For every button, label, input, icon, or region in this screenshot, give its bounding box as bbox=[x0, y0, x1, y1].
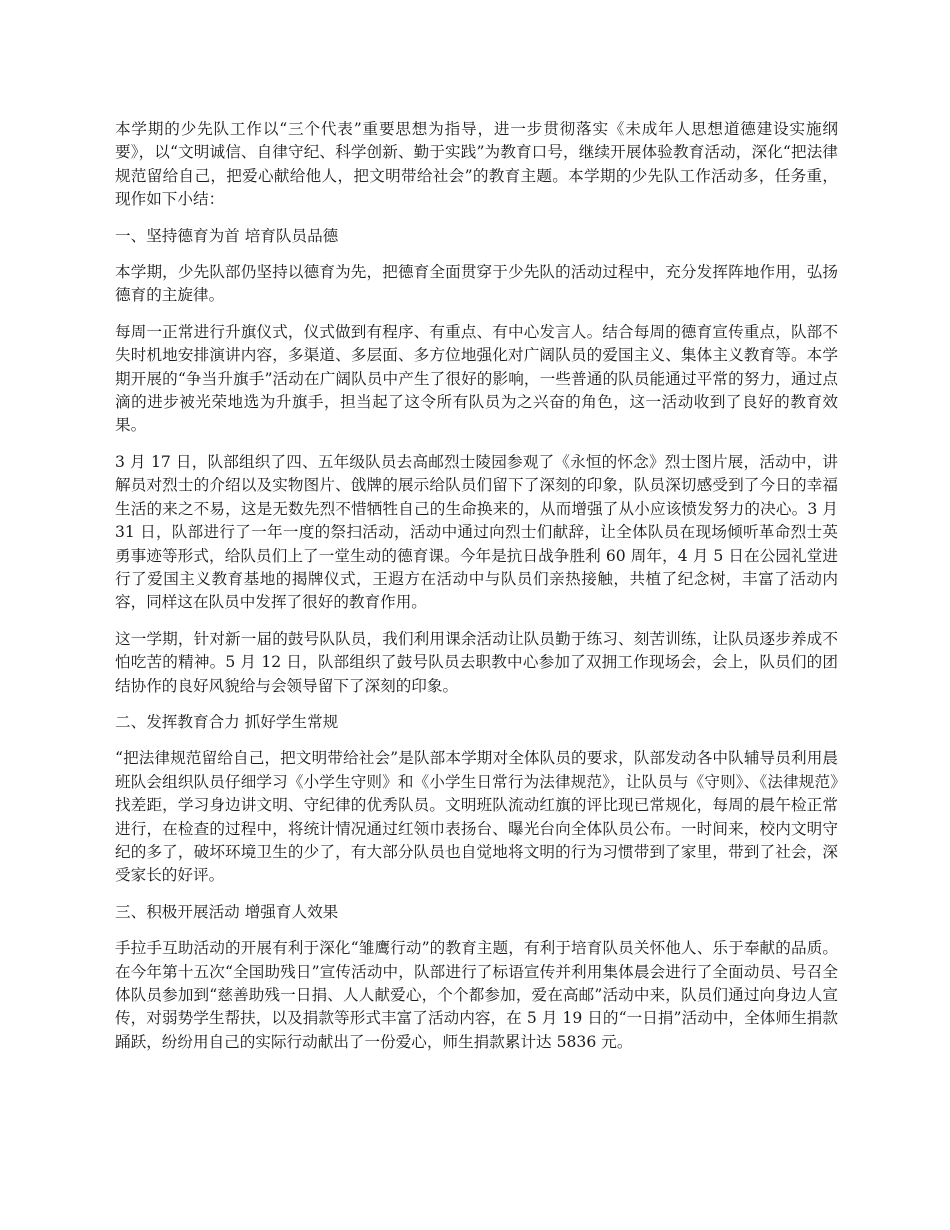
section-3-paragraph-1: 手拉手互助活动的开展有利于深化“雏鹰行动”的教育主题，有利于培育队员关怀他人、乐于奉献的品质。在今年第十五次“全国助残日”宣传活动中，队部进行了标语宣传并利用集体晨会进行了全面动员、号召全体队员参加到“慈善助残一日捐、人人献爱心，个个都参加，爱在高邮”活动中来，队员们通过向身边人宣传，对弱势学生帮扶，以及捐款等形式丰富了活动内容，在 5 月 19 日的“一日捐”活动中，全体师生捐款踊跃，纷纷用自己的实际行动献出了一份爱心，师生捐款累计达 5836 元。 bbox=[115, 939, 838, 1051]
section-1-paragraph-4: 这一学期，针对新一届的鼓号队队员，我们利用课余活动让队员勤于练习、刻苦训练，让队员逐步养成不怕吃苦的精神。5 月 12 日，队部组织了鼓号队员去职教中心参加了双拥工作现场会，会上，队员们的团结协作的良好风貌给与会领导留下了深刻的印象。 bbox=[115, 629, 838, 695]
document-body bbox=[115, 118, 838, 1067]
section-heading-1: 一、坚持德育为首 培育队员品德 bbox=[115, 226, 339, 245]
section-1-paragraph-3: 3 月 17 日，队部组织了四、五年级队员去高邮烈士陵园参观了《永恒的怀念》烈士图片展，活动中，讲解员对烈士的介绍以及实物图片、戗牌的展示给队员们留下了深刻的印象，队员深切感受到了今日的幸福生活的来之不易，这是无数先烈不惜牺牲自己的生命换来的，从而增强了从小应该愤发努力的决心。3 月 31 日，队部进行了一年一度的祭扫活动，活动中通过向烈士们献辞，让全体队员在现场倾听革命烈士英勇事迹等形式，给队员们上了一堂生动的德育课。今年是抗日战争胜利 60 周年，4 月 5 日在公园礼堂进行了爱国主义教育基地的揭牌仪式，王遐方在活动中与队员们亲热接触，共植了纪念树，丰富了活动内容，同样这在队员中发挥了很好的教育作用。 bbox=[115, 452, 838, 612]
section-1-paragraph-2: 每周一正常进行升旗仪式，仪式做到有程序、有重点、有中心发言人。结合每周的德育宣传重点，队部不失时机地安排演讲内容，多渠道、多层面、多方位地强化对广阔队员的爱国主义、集体主义教育等。本学期开展的“争当升旗手”活动在广阔队员中产生了很好的影响，一些普通的队员能通过平常的努力，通过点滴的进步被光荣地选为升旗手，担当起了这令所有队员为之兴奋的角色，这一活动收到了良好的教育效果。 bbox=[115, 322, 838, 435]
section-2-paragraph-1: “把法律规范留给自己，把文明带给社会”是队部本学期对全体队员的要求，队部发动各中队辅导员利用晨班队会组织队员仔细学习《小学生守则》和《小学生日常行为法律规范》，让队员与《守则》、《法律规范》找差距，学习身边讲文明、守纪律的优秀队员。文明班队流动红旗的评比现已常规化，每周的晨午检正常进行，在检查的过程中，将统计情况通过红领巾表扬台、曝光台向全体队员公布。一时间来，校内文明守纪的多了，破坏环境卫生的少了，有大部分队员也自觉地将文明的行为习惯带到了家里，带到了社会，深受家长的好评。 bbox=[115, 749, 838, 885]
section-1-paragraph-1: 本学期，少先队部仍坚持以德育为先，把德育全面贯穿于少先队的活动过程中，充分发挥阵地作用，弘扬德育的主旋律。 bbox=[115, 263, 838, 305]
intro-paragraph: 本学期的少先队工作以“三个代表”重要思想为指导，进一步贯彻落实《未成年人思想道德建设实施纲要》，以“文明诚信、自律守纪、科学创新、勤于实践”为教育口号，继续开展体验教育活动，深化“把法律规范留给自己，把爱心献给他人，把文明带给社会”的教育主题。本学期的少先队工作活动多，任务重，现作如下小结： bbox=[115, 120, 838, 209]
section-heading-2: 二、发挥教育合力 抓好学生常规 bbox=[115, 712, 339, 731]
section-heading-3: 三、积极开展活动 增强育人效果 bbox=[115, 902, 339, 921]
